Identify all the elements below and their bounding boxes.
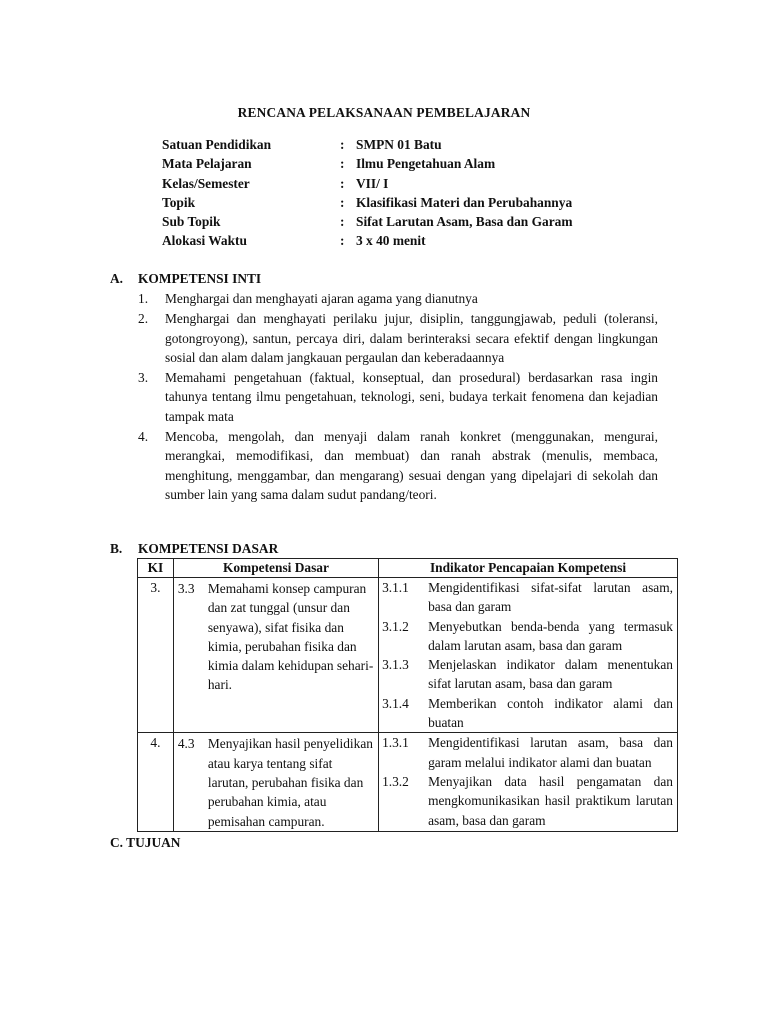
list-number: 3.: [138, 370, 149, 386]
ki-cell: 4.: [138, 733, 174, 831]
identity-colon: :: [340, 156, 345, 172]
identity-label: Satuan Pendidikan: [162, 137, 272, 152]
section-c-heading: [110, 833, 180, 852]
list-text: Menghargai dan menghayati perilaku jujur, disiplin, tanggungjawab, peduli (toleransi, gotongroyong), santun, percaya diri, dalam berinteraksi secara efektif dengan lingkungan sosial dan alam dalam jangkauan pergaulan dan keberadaannya: [165, 311, 658, 365]
identity-label: Mata Pelajaran: [162, 156, 252, 172]
identity-row-kelas: [162, 174, 632, 193]
kd-text: Menyajikan hasil penyelidikan atau karya tentang sifat larutan, perubahan fisika dan perubahan kimia, atau pemisahan campuran.: [207, 736, 373, 829]
list-text: Mencoba, mengolah, dan menyaji dalam ranah konkret (menggunakan, mengurai, merangkai, memodifikasi, dan membuat) dan ranah abstrak (menulis, membaca, menghitung, menggambar, dan mengarang) sesuai dengan yang dipelajari di sekolah dan sumber lain yang sama dalam sudut pandang/teori.: [165, 429, 658, 502]
identity-label: Topik: [162, 194, 196, 210]
indicator-cell: [379, 578, 678, 733]
identity-value: Ilmu Pengetahuan Alam: [356, 156, 496, 172]
indicator-code: 3.1.2: [382, 618, 409, 634]
identity-row-satuan: [162, 135, 632, 154]
list-item: [138, 427, 658, 504]
section-title: KOMPETENSI DASAR: [138, 541, 279, 556]
kd-text: Memahami konsep campuran dan zat tunggal (unsur dan senyawa), sifat fisika dan kimia, perubahan fisika dan kimia dalam kehidupan sehari-hari.: [207, 581, 374, 693]
list-item: [138, 289, 658, 308]
indicator-text: Mengidentifikasi larutan asam, basa dan garam melalui indikator alami dan buatan: [428, 735, 673, 770]
list-number: 4.: [138, 429, 149, 445]
list-number: 1.: [138, 291, 149, 306]
indicator-code: 3.1.3: [382, 657, 409, 673]
indicator-item: [379, 772, 677, 830]
identity-value: Sifat Larutan Asam, Basa dan Garam: [356, 214, 573, 230]
list-number: 2.: [138, 311, 149, 327]
indicator-code: 1.3.2: [382, 773, 409, 789]
indicator-item: [379, 617, 677, 656]
indicator-code: 3.1.1: [382, 580, 409, 595]
section-b-heading: [110, 539, 278, 558]
identity-label: Sub Topik: [162, 214, 221, 230]
indicator-code: 3.1.4: [382, 695, 409, 711]
identity-row-subtopik: [162, 212, 632, 231]
identity-value: VII/ I: [356, 175, 389, 191]
indicator-text: Menyajikan data hasil pengamatan dan mengkomunikasikan hasil praktikum larutan asam, basa dan garam: [428, 773, 673, 828]
identity-row-alokasi: [162, 231, 632, 250]
table-row: [138, 578, 678, 733]
kompetensi-dasar-table: [137, 558, 678, 832]
list-text: Menghargai dan menghayati ajaran agama yang dianutnya: [165, 291, 478, 306]
indicator-item: [379, 694, 677, 733]
indicator-code: 1.3.1: [382, 735, 409, 751]
table-header-row: [138, 559, 678, 578]
list-item: [138, 368, 658, 426]
section-title: KOMPETENSI INTI: [138, 271, 262, 286]
list-text: Memahami pengetahuan (faktual, konseptual, dan prosedural) berdasarkan rasa ingin tahunya tentang ilmu pengetahuan, teknologi, seni, budaya terkait fenomena dan kejadian tampak mata: [165, 370, 658, 424]
identity-row-mapel: [162, 154, 632, 173]
table-header: KI: [138, 559, 174, 578]
table-header: Indikator Pencapaian Kompetensi: [379, 559, 678, 578]
identity-colon: :: [340, 137, 345, 152]
list-item: [138, 309, 658, 367]
identity-row-topik: [162, 193, 632, 212]
kd-code: 3.3: [177, 581, 195, 596]
identity-value: 3 x 40 menit: [356, 233, 426, 249]
indicator-text: Memberikan contoh indikator alami dan buatan: [428, 695, 673, 731]
identity-value: SMPN 01 Batu: [356, 137, 442, 152]
ki-cell: 3.: [138, 578, 174, 733]
identity-label: Alokasi Waktu: [162, 233, 247, 249]
indicator-text: Menyebutkan benda-benda yang termasuk dalam larutan asam, basa dan garam: [428, 618, 673, 653]
table-header: Kompetensi Dasar: [173, 559, 378, 578]
kd-cell: [173, 578, 378, 733]
identity-block: [162, 135, 632, 251]
indicator-cell: [379, 733, 678, 831]
identity-label: Kelas/Semester: [162, 175, 250, 191]
section-a-heading: [110, 269, 261, 288]
kd-code: 4.3: [177, 736, 195, 752]
kd-cell: [173, 733, 378, 831]
indicator-item: [379, 733, 677, 772]
section-title: TUJUAN: [126, 835, 181, 850]
indicator-item: [379, 578, 677, 617]
section-letter: B.: [110, 541, 123, 556]
identity-value: Klasifikasi Materi dan Perubahannya: [356, 194, 573, 210]
section-letter: A.: [110, 271, 124, 286]
identity-colon: :: [340, 175, 345, 191]
indicator-text: Mengidentifikasi sifat-sifat larutan asam, basa dan garam: [428, 580, 673, 615]
identity-colon: :: [340, 233, 345, 249]
indicator-text: Menjelaskan indikator dalam menentukan sifat larutan asam, basa dan garam: [428, 657, 673, 692]
section-letter: C.: [110, 835, 124, 850]
identity-colon: :: [340, 214, 345, 230]
identity-colon: :: [340, 194, 345, 210]
document-title: RENCANA PELAKSANAAN PEMBELAJARAN: [237, 105, 531, 120]
table-row: [138, 733, 678, 831]
indicator-item: [379, 655, 677, 694]
kompetensi-inti-list: [138, 289, 658, 505]
